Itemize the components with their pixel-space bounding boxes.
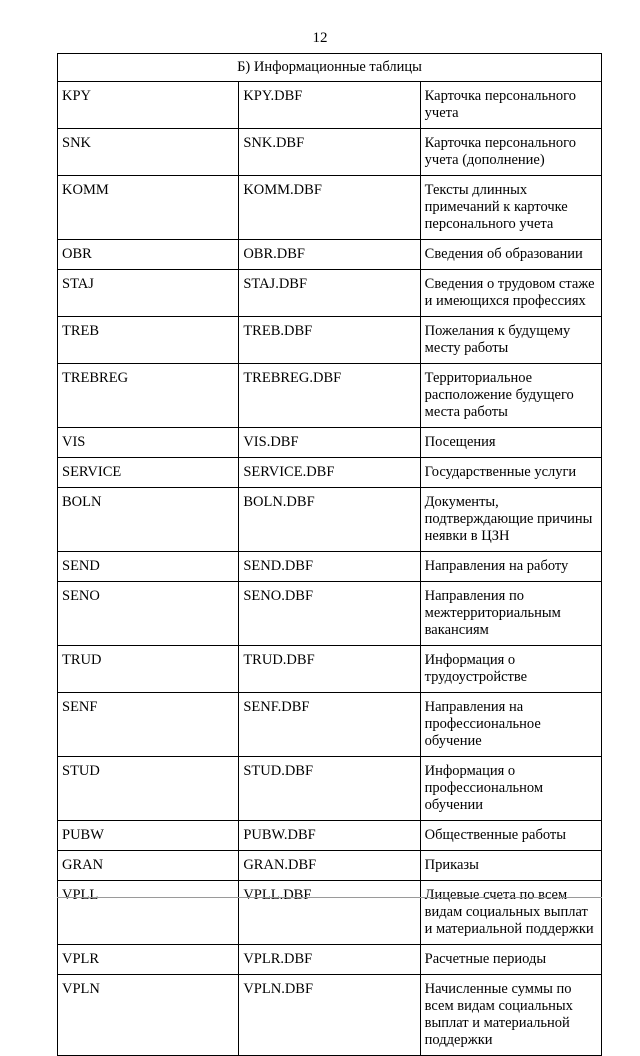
description-cell: Государственные услуги	[420, 458, 601, 488]
table-row	[58, 693, 602, 757]
table-row	[58, 317, 602, 364]
table-name-cell: SENO	[58, 582, 239, 646]
table-caption: Б) Информационные таблицы	[58, 54, 602, 82]
file-name-cell: PUBW.DBF	[239, 821, 420, 851]
table-name-cell: STUD	[58, 757, 239, 821]
table-name-cell: KOMM	[58, 176, 239, 240]
table-name-cell: TREBREG	[58, 364, 239, 428]
description-cell: Сведения об образовании	[420, 240, 601, 270]
description-cell: Посещения	[420, 428, 601, 458]
description-cell: Карточка персонального учета	[420, 82, 601, 129]
table-row	[58, 458, 602, 488]
file-name-cell: GRAN.DBF	[239, 851, 420, 881]
file-name-cell: BOLN.DBF	[239, 488, 420, 552]
table-body	[58, 54, 602, 1056]
table-row	[58, 646, 602, 693]
file-name-cell: KPY.DBF	[239, 82, 420, 129]
description-cell: Приказы	[420, 851, 601, 881]
table-name-cell: VPLR	[58, 945, 239, 975]
description-cell: Общественные работы	[420, 821, 601, 851]
table-name-cell: TREB	[58, 317, 239, 364]
file-name-cell: STUD.DBF	[239, 757, 420, 821]
table-name-cell: KPY	[58, 82, 239, 129]
file-name-cell: SERVICE.DBF	[239, 458, 420, 488]
table-row	[58, 240, 602, 270]
table-row	[58, 851, 602, 881]
table-row	[58, 757, 602, 821]
description-cell: Карточка персонального учета (дополнение)	[420, 129, 601, 176]
file-name-cell: TREBREG.DBF	[239, 364, 420, 428]
table-row	[58, 945, 602, 975]
description-cell: Направления на профессиональное обучение	[420, 693, 601, 757]
description-cell: Направления по межтерриториальным вакансиям	[420, 582, 601, 646]
description-cell: Направления на работу	[420, 552, 601, 582]
table-name-cell: SENF	[58, 693, 239, 757]
table-name-cell: SERVICE	[58, 458, 239, 488]
page-number: 12	[312, 30, 328, 46]
table-name-cell: VIS	[58, 428, 239, 458]
description-cell: Начисленные суммы по всем видам социальных выплат и материальной поддержки	[420, 975, 601, 1056]
table-name-cell: SNK	[58, 129, 239, 176]
table-row	[58, 975, 602, 1056]
file-name-cell: SNK.DBF	[239, 129, 420, 176]
description-cell: Пожелания к будущему месту работы	[420, 317, 601, 364]
table-row	[58, 428, 602, 458]
table-row	[58, 488, 602, 552]
description-cell: Тексты длинных примечаний к карточке персонального учета	[420, 176, 601, 240]
file-name-cell: OBR.DBF	[239, 240, 420, 270]
table-row	[58, 364, 602, 428]
file-name-cell: SEND.DBF	[239, 552, 420, 582]
table-name-cell: GRAN	[58, 851, 239, 881]
file-name-cell: SENF.DBF	[239, 693, 420, 757]
table-name-cell: VPLL	[58, 881, 239, 945]
description-cell: Лицевые счета по всем видам социальных выплат и материальной поддержки	[420, 881, 601, 945]
table-name-cell: VPLN	[58, 975, 239, 1056]
file-name-cell: TRUD.DBF	[239, 646, 420, 693]
table-name-cell: OBR	[58, 240, 239, 270]
file-name-cell: VIS.DBF	[239, 428, 420, 458]
page-bottom-edge	[57, 897, 602, 898]
description-cell: Информация о трудоустройстве	[420, 646, 601, 693]
file-name-cell: VPLL.DBF	[239, 881, 420, 945]
table-row	[58, 821, 602, 851]
table-row	[58, 270, 602, 317]
description-cell: Информация о профессиональном обучении	[420, 757, 601, 821]
file-name-cell: VPLN.DBF	[239, 975, 420, 1056]
table-row	[58, 881, 602, 945]
file-name-cell: STAJ.DBF	[239, 270, 420, 317]
table-name-cell: STAJ	[58, 270, 239, 317]
table-name-cell: BOLN	[58, 488, 239, 552]
info-tables-table	[57, 53, 602, 1056]
file-name-cell: KOMM.DBF	[239, 176, 420, 240]
table-row	[58, 82, 602, 129]
table-caption-row	[58, 54, 602, 82]
file-name-cell: TREB.DBF	[239, 317, 420, 364]
table-row	[58, 129, 602, 176]
table-row	[58, 176, 602, 240]
description-cell: Территориальное расположение будущего места работы	[420, 364, 601, 428]
table-name-cell: PUBW	[58, 821, 239, 851]
description-cell: Расчетные периоды	[420, 945, 601, 975]
table-row	[58, 552, 602, 582]
description-cell: Документы, подтверждающие причины неявки в ЦЗН	[420, 488, 601, 552]
file-name-cell: SENO.DBF	[239, 582, 420, 646]
table-name-cell: TRUD	[58, 646, 239, 693]
table-name-cell: SEND	[58, 552, 239, 582]
description-cell: Сведения о трудовом стаже и имеющихся профессиях	[420, 270, 601, 317]
table-row	[58, 582, 602, 646]
file-name-cell: VPLR.DBF	[239, 945, 420, 975]
